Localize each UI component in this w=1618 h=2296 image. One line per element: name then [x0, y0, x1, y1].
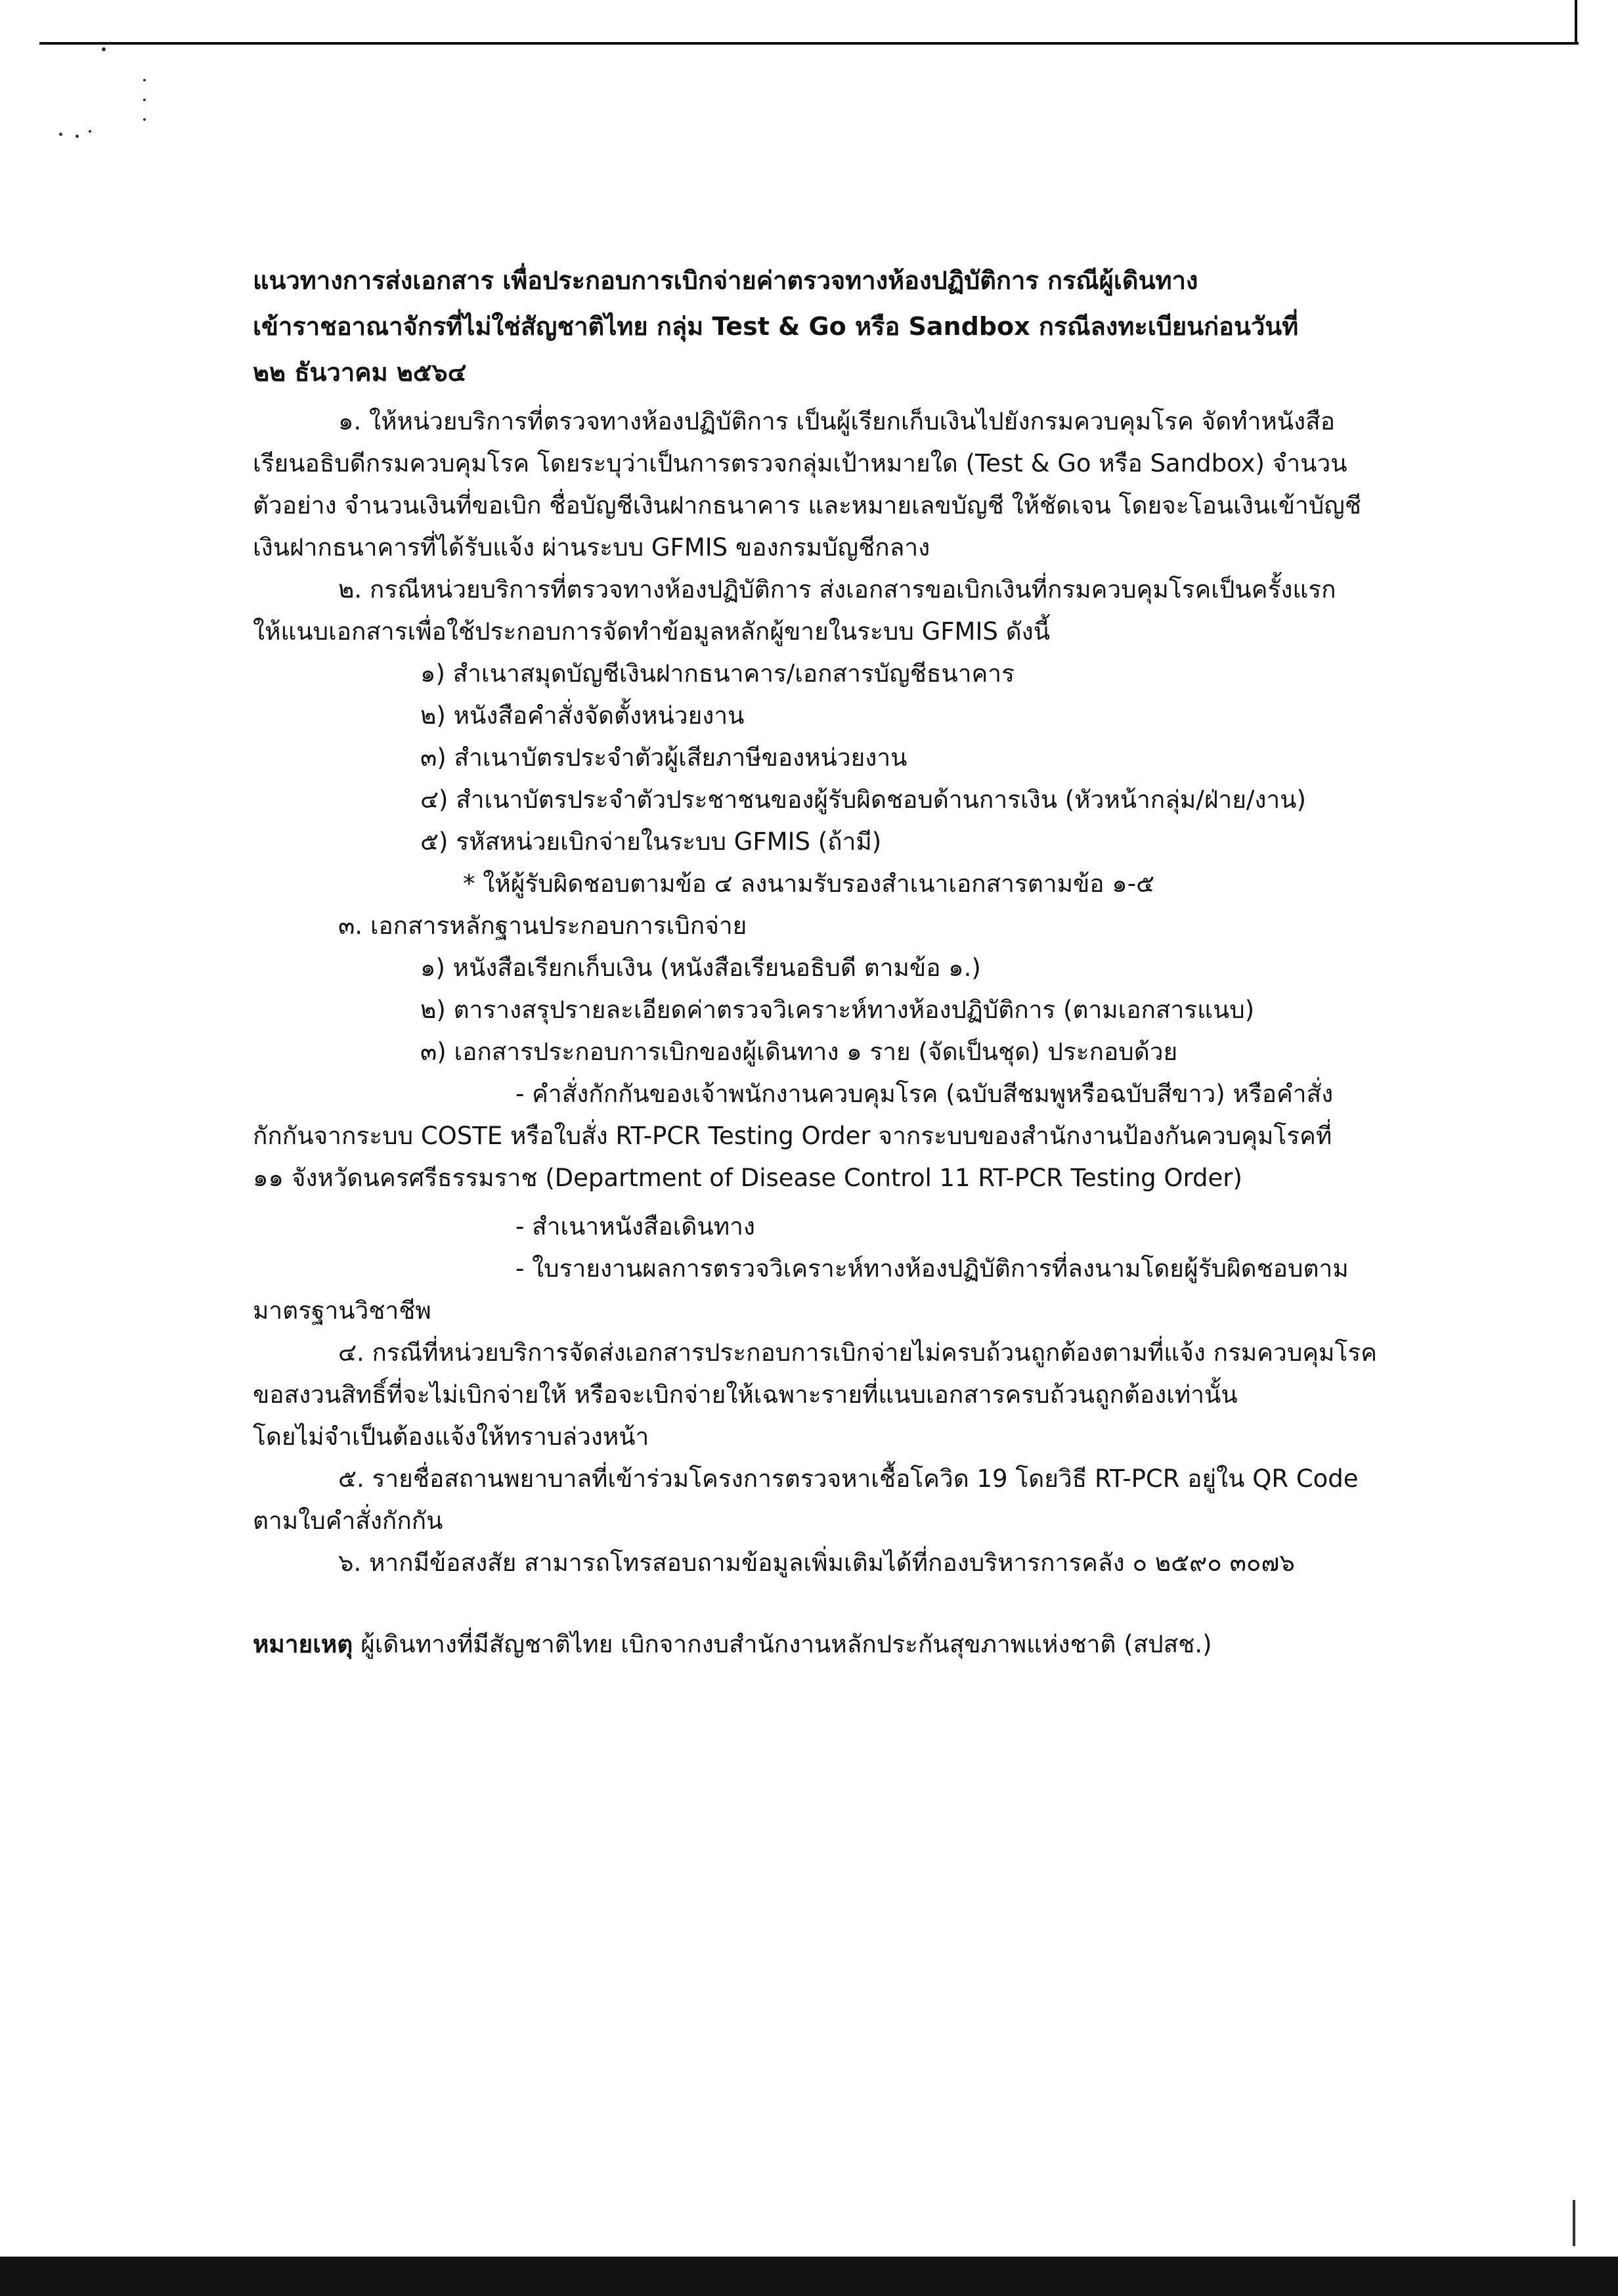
list-item: ๔) สำเนาบัตรประจำตัวประชาชนของผู้รับผิดชอบด้านการเงิน (หัวหน้ากลุ่ม/ฝ่าย/งาน): [420, 785, 1306, 814]
list-item: ๑) หนังสือเรียกเก็บเงิน (หนังสือเรียนอธิบดี ตามข้อ ๑.): [420, 954, 981, 982]
document-body: [253, 257, 1377, 1666]
scan-speck: [143, 118, 146, 121]
paragraph-line: มาตรฐานวิชาชีพ: [253, 1296, 431, 1325]
scan-speck: [143, 79, 146, 81]
paragraph-line: ๒. กรณีหน่วยบริการที่ตรวจทางห้องปฏิบัติการ ส่งเอกสารขอเบิกเงินที่กรมควบคุมโรคเป็นครั้งแรก: [338, 575, 1336, 604]
paragraph-line: เรียนอธิบดีกรมควบคุมโรค โดยระบุว่าเป็นการตรวจกลุ่มเป้าหมายใด (Test & Go หรือ Sandbox) จำนวน: [253, 449, 1347, 477]
paragraph-line: ๕. รายชื่อสถานพยาบาลที่เข้าร่วมโครงการตรวจหาเชื้อโควิด 19 โดยวิธี RT-PCR อยู่ใน QR Code: [338, 1465, 1359, 1493]
footnote-line: * ให้ผู้รับผิดชอบตามข้อ ๔ ลงนามรับรองสำเนาเอกสารตามข้อ ๑-๕: [463, 870, 1155, 898]
scan-speck: [143, 99, 146, 101]
paragraph-line: ตัวอย่าง จำนวนเงินที่ขอเบิก ชื่อบัญชีเงินฝากธนาคาร และหมายเลขบัญชี ให้ชัดเจน โดยจะโอนเงินเข้าบัญชี: [253, 491, 1361, 519]
scan-speck: [89, 130, 91, 133]
section-5: [253, 1458, 1369, 1542]
list-item: ๓) เอกสารประกอบการเบิกของผู้เดินทาง ๑ ราย (จัดเป็นชุด) ประกอบด้วย: [420, 1038, 1178, 1066]
dash-item: - ใบรายงานผลการตรวจวิเคราะห์ทางห้องปฏิบัติการที่ลงนามโดยผู้รับผิดชอบตาม: [515, 1254, 1349, 1283]
remark: [253, 1623, 1369, 1666]
scan-edge-mark: [1573, 2200, 1575, 2246]
scan-speck: [76, 135, 79, 138]
paragraph-line: โดยไม่จำเป็นต้องแจ้งให้ทราบล่วงหน้า: [253, 1423, 649, 1451]
section-4: [253, 1332, 1377, 1458]
spacer: [253, 1584, 1369, 1623]
section-2: [253, 569, 1369, 905]
document-title: [253, 257, 1369, 395]
paragraph-line: ๑. ให้หน่วยบริการที่ตรวจทางห้องปฏิบัติการ เป็นผู้เรียกเก็บเงินไปยังกรมควบคุมโรค จัดทำหนังสือ: [338, 407, 1335, 435]
list-item: ๒) ตารางสรุปรายละเอียดค่าตรวจวิเคราะห์ทางห้องปฏิบัติการ (ตามเอกสารแนบ): [420, 996, 1255, 1024]
right-border-line: [1575, 0, 1577, 43]
bottom-scan-border: [0, 2257, 1618, 2296]
spacer: [253, 1199, 1369, 1206]
dash-item: - สำเนาหนังสือเดินทาง: [515, 1212, 755, 1241]
title-line: เข้าราชอาณาจักรที่ไม่ใช่สัญชาติไทย กลุ่ม Test & Go หรือ Sandbox กรณีลงทะเบียนก่อนวันที่: [253, 312, 1299, 341]
remark-label: หมายเหตุ: [253, 1630, 353, 1658]
dash-item: - คำสั่งกักกันของเจ้าพนักงานควบคุมโรค (ฉบับสีชมพูหรือฉบับสีขาว) หรือคำสั่ง: [515, 1080, 1334, 1108]
top-border-line: [39, 42, 1579, 45]
section-1: [253, 401, 1369, 569]
paragraph-line: เงินฝากธนาคารที่ได้รับแจ้ง ผ่านระบบ GFMIS ของกรมบัญชีกลาง: [253, 533, 930, 562]
title-line: ๒๒ ธันวาคม ๒๕๖๔: [253, 358, 467, 387]
paragraph-line: ๖. หากมีข้อสงสัย สามารถโทรสอบถามข้อมูลเพิ่มเติมได้ที่กองบริหารการคลัง ๐ ๒๕๙๐ ๓๐๗๖: [338, 1549, 1295, 1577]
list-item: ๑) สำเนาสมุดบัญชีเงินฝากธนาคาร/เอกสารบัญชีธนาคาร: [420, 659, 1015, 688]
section-3: [253, 905, 1369, 1332]
scan-speck: [102, 47, 106, 51]
paragraph-line: ๑๑ จังหวัดนครศรีธรรมราช (Department of Disease Control 11 RT-PCR Testing Order): [253, 1164, 1242, 1192]
paragraph-line: ให้แนบเอกสารเพื่อใช้ประกอบการจัดทำข้อมูลหลักผู้ขายในระบบ GFMIS ดังนี้: [253, 617, 1051, 646]
paragraph-line: กักกันจากระบบ COSTE หรือใบสั่ง RT-PCR Testing Order จากระบบของสำนักงานป้องกันควบคุมโรคที่: [253, 1122, 1332, 1150]
list-item: ๒) หนังสือคำสั่งจัดตั้งหน่วยงาน: [420, 701, 745, 730]
list-item: ๕) รหัสหน่วยเบิกจ่ายในระบบ GFMIS (ถ้ามี): [420, 828, 882, 856]
paragraph-line: ๔. กรณีที่หน่วยบริการจัดส่งเอกสารประกอบการเบิกจ่ายไม่ครบถ้วนถูกต้องตามที่แจ้ง กรมควบคุมโรค: [338, 1338, 1377, 1367]
title-line: แนวทางการส่งเอกสาร เพื่อประกอบการเบิกจ่ายค่าตรวจทางห้องปฏิบัติการ กรณีผู้เดินทาง: [253, 266, 1198, 295]
scan-speck: [59, 133, 62, 136]
paragraph-line: ตามใบคำสั่งกักกัน: [253, 1507, 443, 1535]
remark-text: ผู้เดินทางที่มีสัญชาติไทย เบิกจากงบสำนักงานหลักประกันสุขภาพแห่งชาติ (สปสช.): [353, 1630, 1212, 1658]
section-title: ๓. เอกสารหลักฐานประกอบการเบิกจ่าย: [338, 912, 747, 940]
paragraph-line: ขอสงวนสิทธิ์ที่จะไม่เบิกจ่ายให้ หรือจะเบิกจ่ายให้เฉพาะรายที่แนบเอกสารครบถ้วนถูกต้องเท่านั้น: [253, 1380, 1238, 1409]
list-item: ๓) สำเนาบัตรประจำตัวผู้เสียภาษีของหน่วยงาน: [420, 743, 907, 772]
section-6: [253, 1542, 1369, 1584]
